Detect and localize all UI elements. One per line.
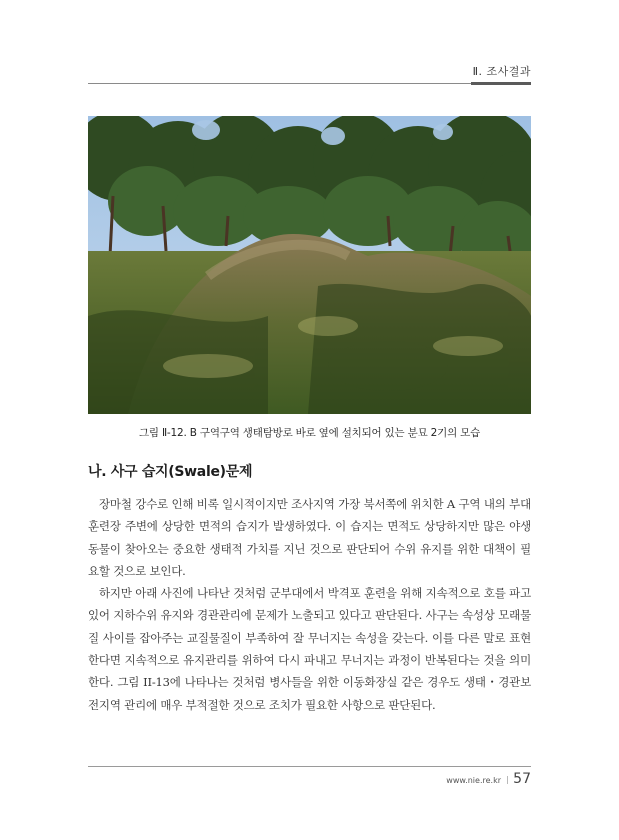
figure-caption: 그림 Ⅱ-12. B 구역구역 생태탐방로 바로 옆에 설치되어 있는 분묘 2기의 모습 <box>138 427 481 439</box>
paragraph-2: 하지만 아래 사진에 나타난 것처럼 군부대에서 박격포 훈련을 위해 지속적으로 호를 파고 있어 지하수위 유지와 경관관리에 문제가 노출되고 있다고 판단된다. 사구는 속성상 모래물질 사이를 잡아주는 교질물질이 부족하여 잘 무너지는 속성을 갖는다. 이를 다른 말로 표현한다면 지속적으로 유지관리를 위하여 다시 파내고 무너지는 과정이 반복된다는 것을 의미한다. 그림 II-13에 나타나는 것처럼 병사들을 위한 이동화장실 같은 경우도 생태・경관보전지역 관리에 매우 부적절한 것으로 조치가 필요한 사항으로 판단된다. <box>88 586 531 712</box>
header-rule <box>88 83 531 84</box>
page-number: 57 <box>513 771 531 787</box>
photo-illustration <box>88 116 531 414</box>
header-rule-accent <box>471 82 531 85</box>
footer-separator: | <box>506 775 509 784</box>
running-header: Ⅱ. 조사결과 <box>472 65 531 78</box>
body-text <box>88 493 531 716</box>
footer-url: www.nie.re.kr <box>446 776 501 785</box>
section-heading: 나. 사구 습지(Swale)문제 <box>88 464 253 480</box>
footer-rule <box>88 766 531 767</box>
paragraph-1: 장마철 강수로 인해 비록 일시적이지만 조사지역 가장 북서쪽에 위치한 A 구역 내의 부대 훈련장 주변에 상당한 면적의 습지가 발생하였다. 이 습지는 면적도 상당하지만 많은 야생동물이 찾아오는 중요한 생태적 가치를 지닌 것으로 판단되어 수위 유지를 위한 대책이 필요할 것으로 보인다. <box>88 497 531 578</box>
burial-mounds-photo <box>88 116 531 414</box>
